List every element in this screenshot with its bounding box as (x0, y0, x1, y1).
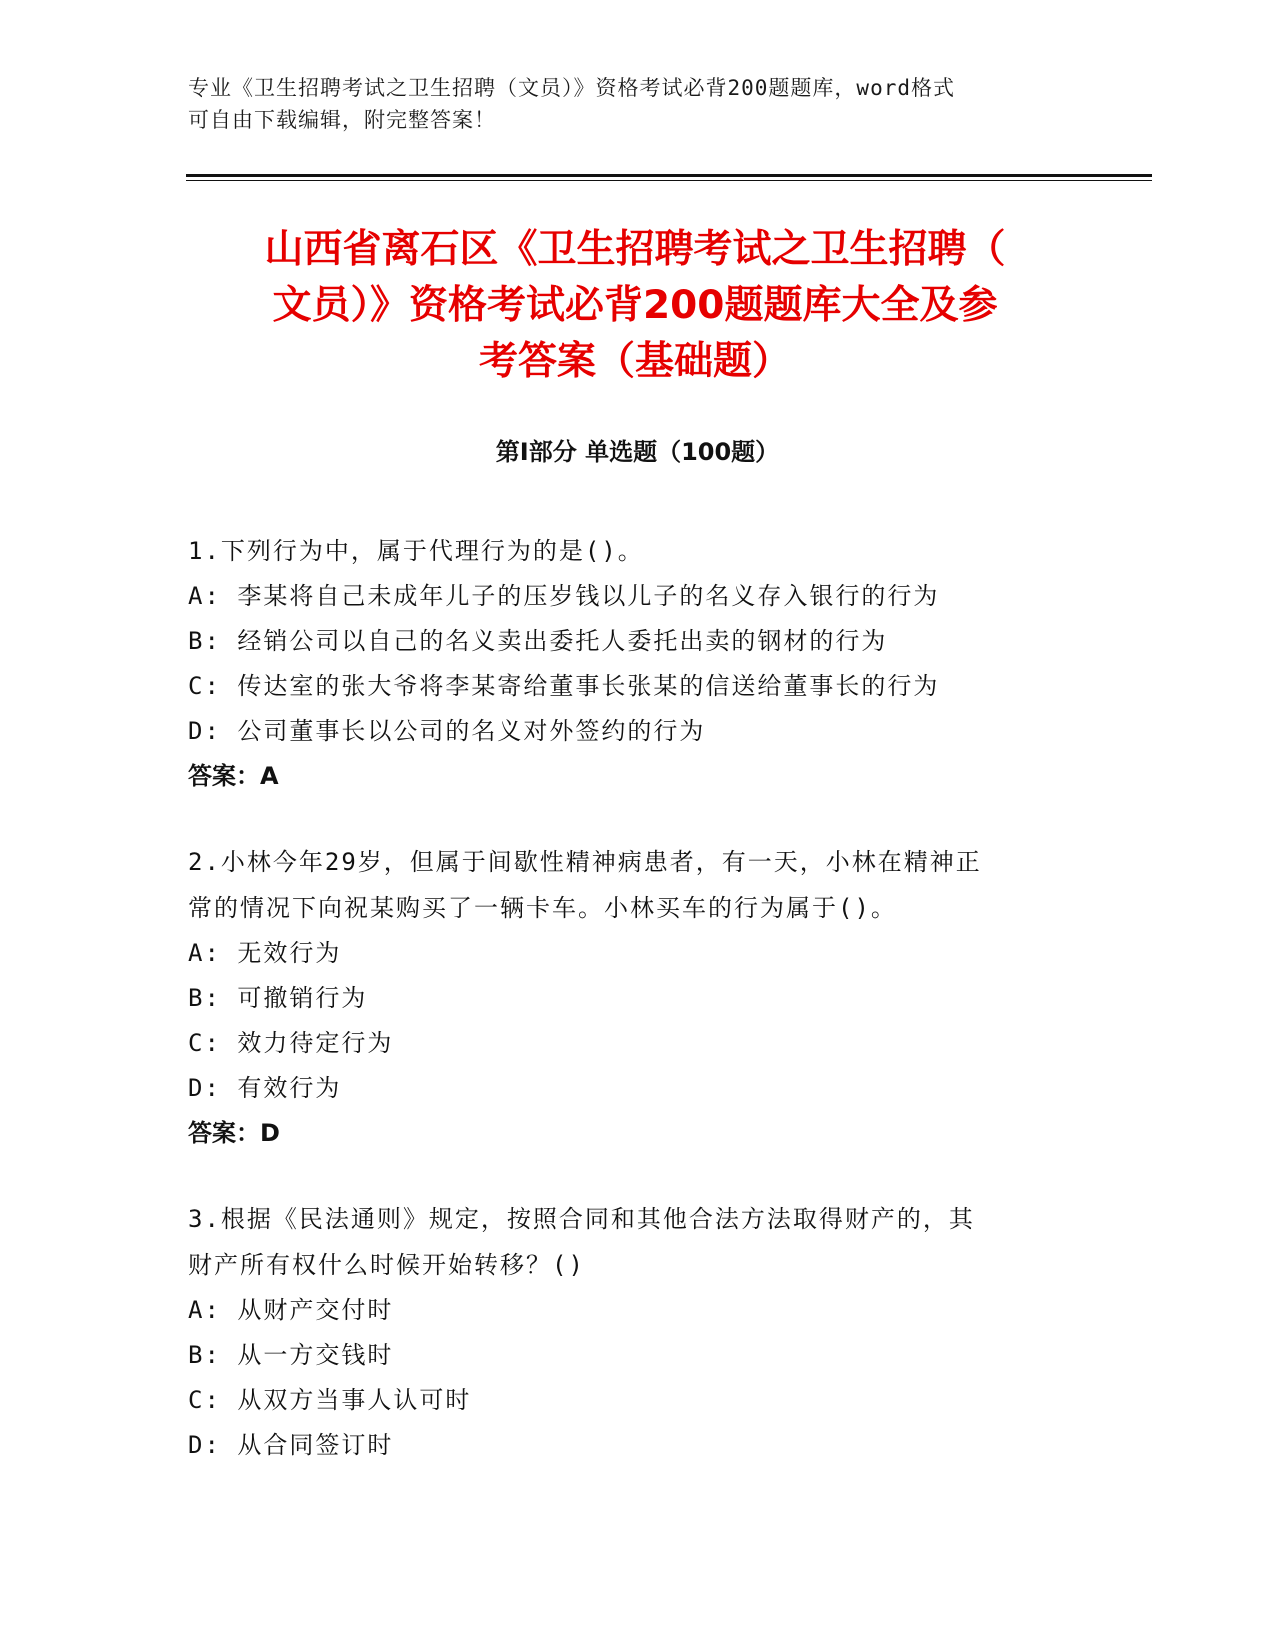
question-list (188, 528, 1068, 1508)
header-divider-thick (186, 174, 1152, 177)
document-title (185, 222, 1085, 390)
question-item (188, 839, 1068, 1156)
option-a: A: 无效行为 (188, 939, 342, 967)
header-divider-thin (186, 180, 1152, 181)
option-b: B: 可撤销行为 (188, 984, 368, 1012)
header-note-line: 专业《卫生招聘考试之卫生招聘（文员）》资格考试必背200题题库，word格式 (188, 76, 955, 100)
option-c: C: 从双方当事人认可时 (188, 1386, 472, 1414)
question-stem: 财产所有权什么时候开始转移？() (188, 1251, 585, 1279)
question-item (188, 1196, 1068, 1468)
option-d: D: 有效行为 (188, 1074, 342, 1102)
option-a: A: 从财产交付时 (188, 1296, 394, 1324)
header-note-line: 可自由下载编辑，附完整答案！ (188, 108, 496, 132)
option-d: D: 公司董事长以公司的名义对外签约的行为 (188, 717, 706, 745)
document-title-line: 考答案（基础题） (478, 339, 791, 384)
document-header-note (188, 72, 1088, 136)
option-a: A: 李某将自己未成年儿子的压岁钱以儿子的名义存入银行的行为 (188, 582, 940, 610)
option-c: C: 传达室的张大爷将李某寄给董事长张某的信送给董事长的行为 (188, 672, 940, 700)
question-stem: 2.小林今年29岁，但属于间歇性精神病患者，有一天，小林在精神正 (188, 848, 982, 876)
question-stem: 1.下列行为中，属于代理行为的是()。 (188, 537, 644, 565)
answer-label: 答案：D (188, 1119, 280, 1147)
question-item (188, 528, 1068, 799)
question-stem: 3.根据《民法通则》规定，按照合同和其他合法方法取得财产的，其 (188, 1205, 975, 1233)
option-b: B: 从一方交钱时 (188, 1341, 394, 1369)
option-d: D: 从合同签订时 (188, 1431, 394, 1459)
option-c: C: 效力待定行为 (188, 1029, 394, 1057)
document-title-line: 山西省离石区《卫生招聘考试之卫生招聘（ (264, 227, 1006, 272)
question-stem: 常的情况下向祝某购买了一辆卡车。小林买车的行为属于()。 (188, 894, 897, 922)
answer-label: 答案：A (188, 762, 279, 790)
section-heading: 第I部分 单选题（100题） (495, 438, 780, 466)
document-title-line: 文员）》资格考试必背200题题库大全及参 (272, 283, 998, 328)
option-b: B: 经销公司以自己的名义卖出委托人委托出卖的钢材的行为 (188, 627, 888, 655)
